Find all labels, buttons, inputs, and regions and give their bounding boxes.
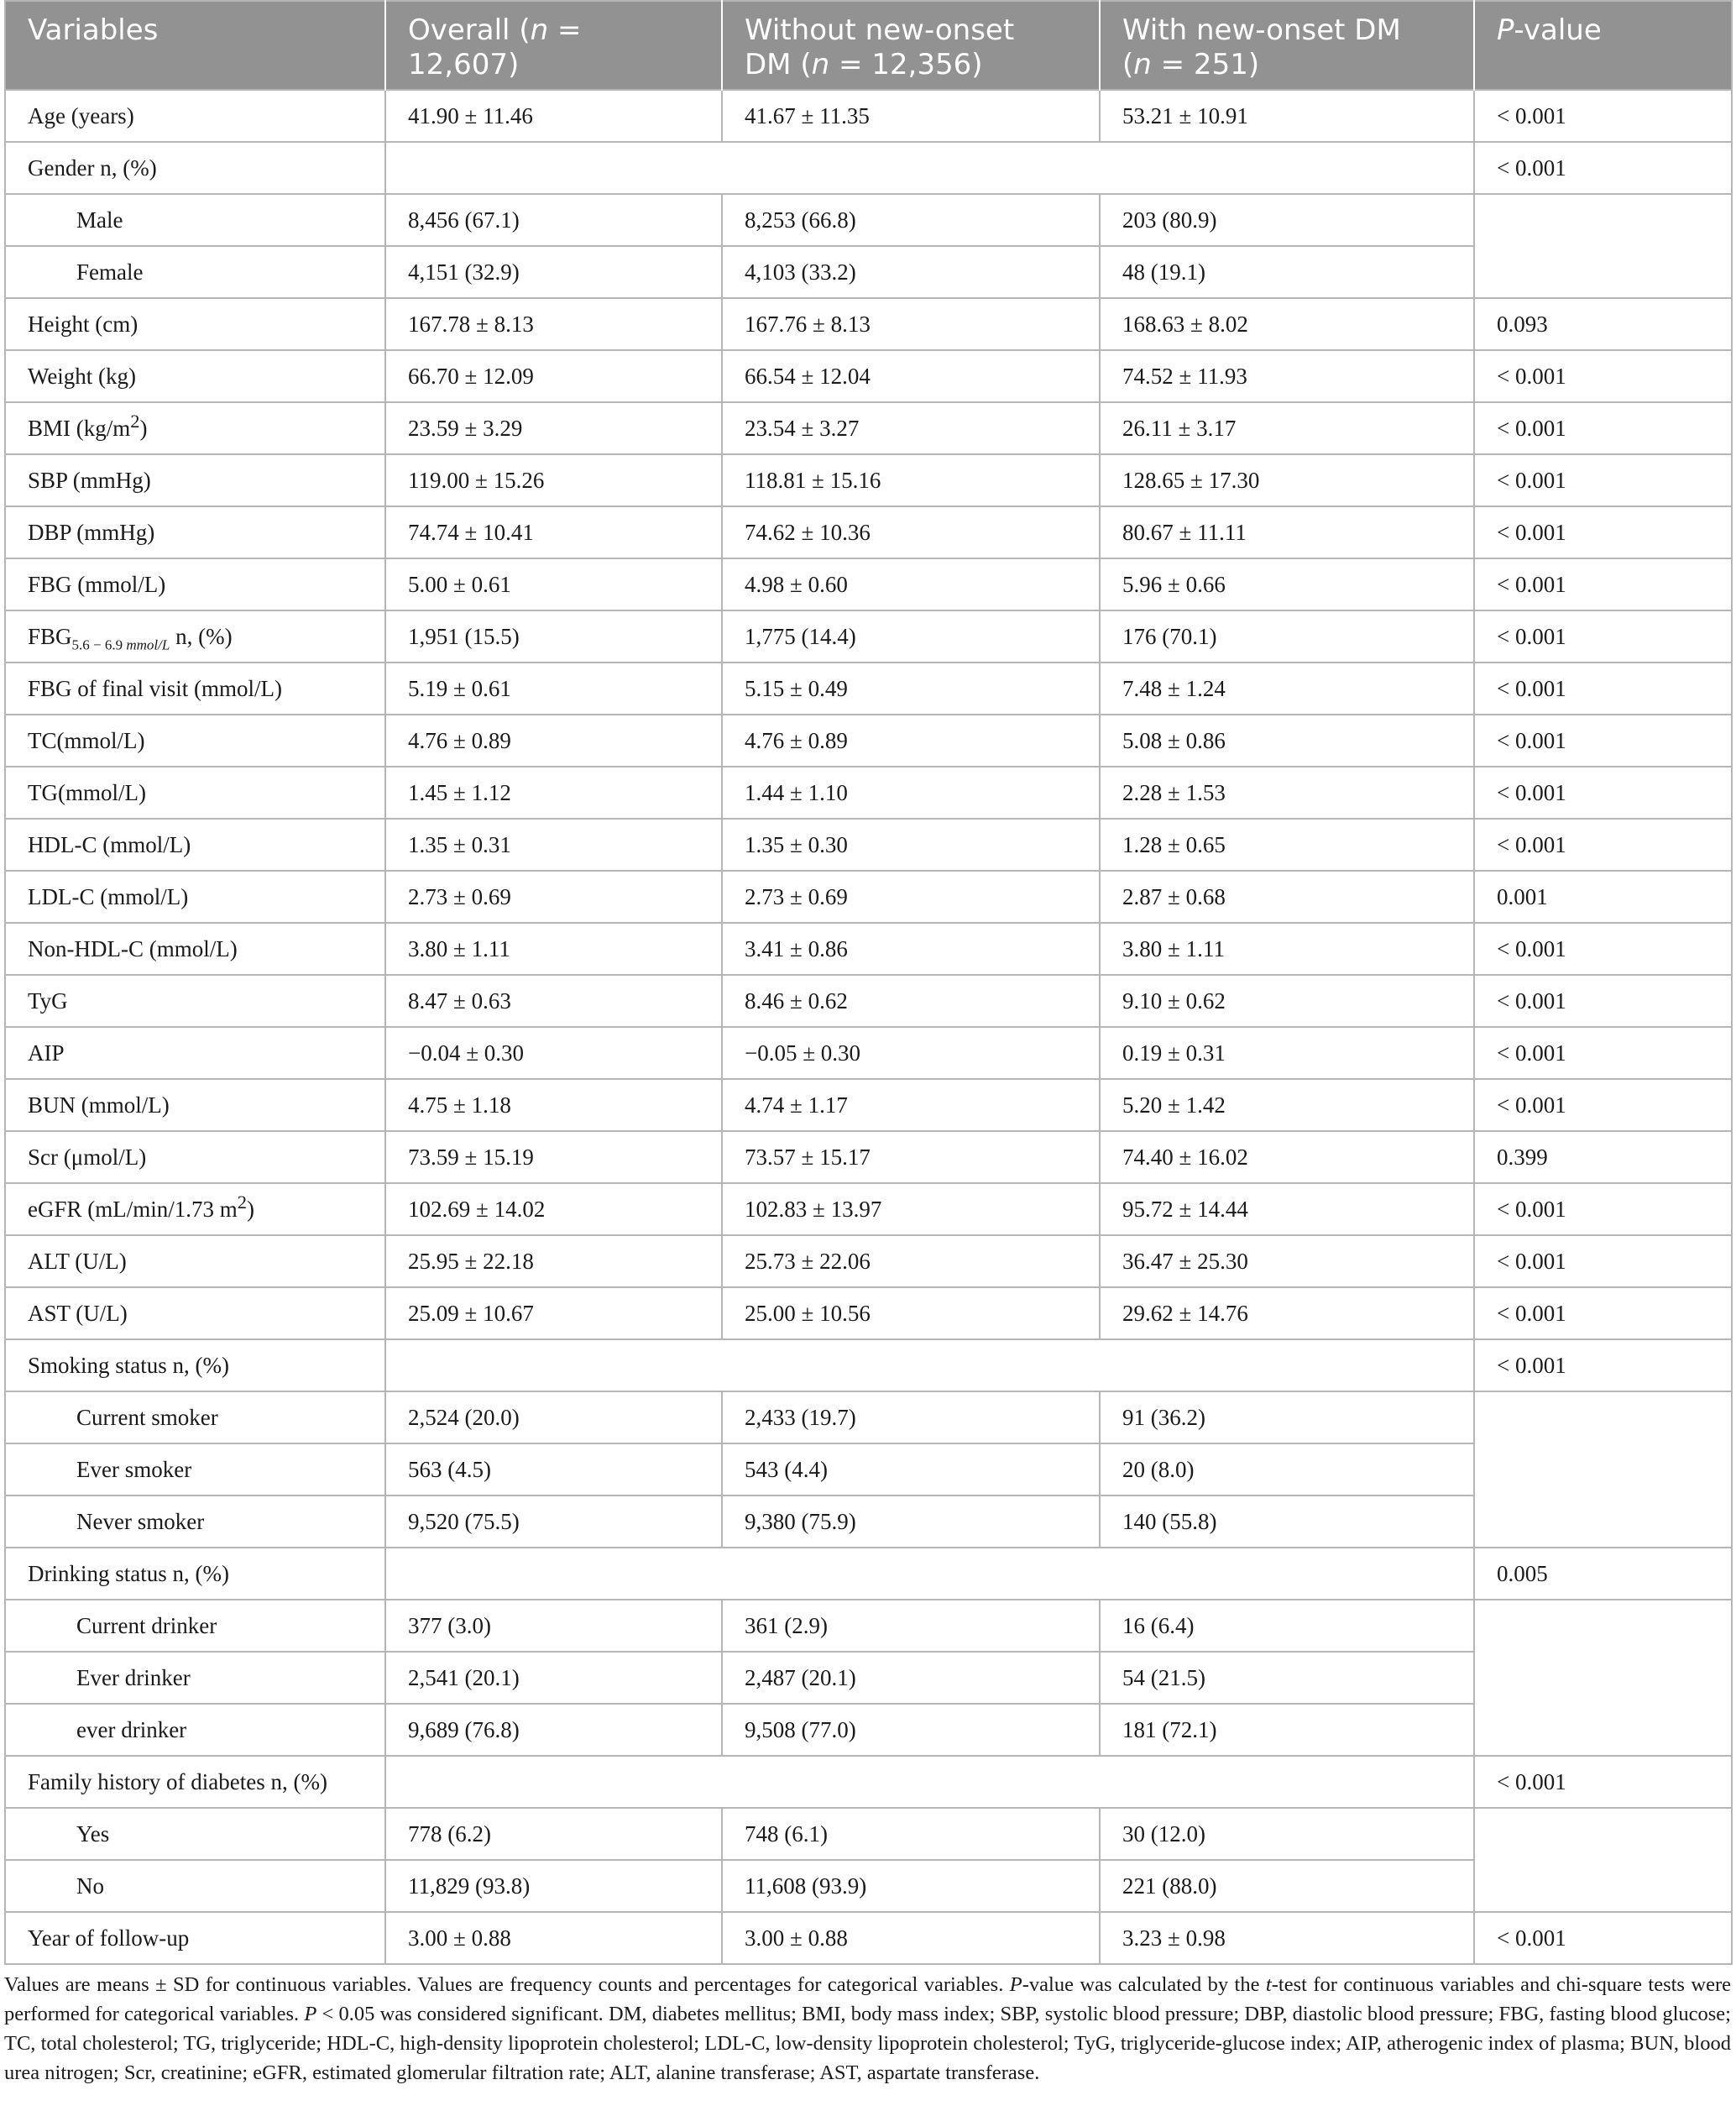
row-label: Year of follow-up: [5, 1912, 385, 1964]
cell-p-value: < 0.001: [1474, 1235, 1732, 1287]
cell-with: 181 (72.1): [1100, 1704, 1474, 1756]
header-row: [5, 1, 1732, 90]
cell-without: 2,433 (19.7): [722, 1391, 1100, 1443]
cell-without: 8,253 (66.8): [722, 194, 1100, 246]
cell-overall: 25.09 ± 10.67: [385, 1287, 722, 1339]
table-row: [5, 1808, 1732, 1860]
cell-p-value: [1474, 1808, 1732, 1912]
cell-without: 4,103 (33.2): [722, 246, 1100, 298]
cell-without: 748 (6.1): [722, 1808, 1100, 1860]
cell-p-value: 0.399: [1474, 1131, 1732, 1183]
header-p-value: P-value: [1474, 1, 1732, 90]
table-row: [5, 1131, 1732, 1183]
row-label: Gender n, (%): [5, 142, 385, 194]
cell-overall: 1.35 ± 0.31: [385, 819, 722, 871]
cell-without: 11,608 (93.9): [722, 1860, 1100, 1912]
cell-overall: 2,524 (20.0): [385, 1391, 722, 1443]
table-row: [5, 663, 1732, 715]
table-row: [5, 1548, 1732, 1600]
cell-with: 7.48 ± 1.24: [1100, 663, 1474, 715]
table-row: [5, 1443, 1732, 1496]
row-label: SBP (mmHg): [5, 454, 385, 506]
table-row: [5, 715, 1732, 767]
cell-overall: 73.59 ± 15.19: [385, 1131, 722, 1183]
cell-without: 118.81 ± 15.16: [722, 454, 1100, 506]
cell-overall: 4.75 ± 1.18: [385, 1079, 722, 1131]
cell-overall: 66.70 ± 12.09: [385, 350, 722, 402]
table-row: [5, 1496, 1732, 1548]
cell-overall: 4,151 (32.9): [385, 246, 722, 298]
row-label: Scr (μmol/L): [5, 1131, 385, 1183]
cell-without: 41.67 ± 11.35: [722, 90, 1100, 142]
cell-with: 29.62 ± 14.76: [1100, 1287, 1474, 1339]
table-row: [5, 142, 1732, 194]
cell-overall: 119.00 ± 15.26: [385, 454, 722, 506]
baseline-characteristics-table: [4, 0, 1733, 1965]
cell-with: 80.67 ± 11.11: [1100, 506, 1474, 558]
cell-p-value: [1474, 1600, 1732, 1756]
cell-overall: 41.90 ± 11.46: [385, 90, 722, 142]
table-row: [5, 350, 1732, 402]
row-label: Smoking status n, (%): [5, 1339, 385, 1391]
cell-without: 23.54 ± 3.27: [722, 402, 1100, 454]
row-label: Female: [5, 246, 385, 298]
table-row: [5, 871, 1732, 923]
cell-p-value: < 0.001: [1474, 663, 1732, 715]
table-footnote: Values are means ± SD for continuous variables. Values are frequency counts and percentages for categorical variables. P-value was calculated by the t-test for continuous variables and chi-square tests were performed for categorical variables. P < 0.05 was considered significant. DM, diabetes mellitus; BMI, body mass index; SBP, systolic blood pressure; DBP, diastolic blood pressure; FBG, fasting blood glucose; TC, total cholesterol; TG, triglyceride; HDL-C, high-density lipoprotein cholesterol; LDL-C, low-density lipoprotein cholesterol; TyG, triglyceride-glucose index; AIP, atherogenic index of plasma; BUN, blood urea nitrogen; Scr, creatinine; eGFR, estimated glomerular filtration rate; ALT, alanine transferase; AST, aspartate transferase.: [4, 1973, 1731, 2084]
cell-p-value: 0.005: [1474, 1548, 1732, 1600]
cell-overall: 2,541 (20.1): [385, 1652, 722, 1704]
cell-without: 73.57 ± 15.17: [722, 1131, 1100, 1183]
baseline-table-container: [4, 0, 1731, 1965]
header-with-dm: With new-onset DM (n = 251): [1100, 1, 1474, 90]
cell-without: 2,487 (20.1): [722, 1652, 1100, 1704]
cell-p-value: < 0.001: [1474, 1183, 1732, 1235]
cell-p-value: < 0.001: [1474, 1339, 1732, 1391]
row-label: HDL-C (mmol/L): [5, 819, 385, 871]
cell-overall: 25.95 ± 22.18: [385, 1235, 722, 1287]
cell-overall: 8.47 ± 0.63: [385, 975, 722, 1027]
table-row: [5, 975, 1732, 1027]
cell-p-value: < 0.001: [1474, 1027, 1732, 1079]
cell-with: 9.10 ± 0.62: [1100, 975, 1474, 1027]
row-label: Drinking status n, (%): [5, 1548, 385, 1600]
cell-overall: 4.76 ± 0.89: [385, 715, 722, 767]
table-row: [5, 819, 1732, 871]
row-label: Male: [5, 194, 385, 246]
row-label: Never smoker: [5, 1496, 385, 1548]
table-row: [5, 1756, 1732, 1808]
table-row: [5, 1235, 1732, 1287]
cell-with: 16 (6.4): [1100, 1600, 1474, 1652]
cell-overall: 74.74 ± 10.41: [385, 506, 722, 558]
cell-with: 26.11 ± 3.17: [1100, 402, 1474, 454]
cell-p-value: < 0.001: [1474, 142, 1732, 194]
cell-overall: 2.73 ± 0.69: [385, 871, 722, 923]
cell-with: 140 (55.8): [1100, 1496, 1474, 1548]
cell-p-value: < 0.001: [1474, 1079, 1732, 1131]
table-row: [5, 1704, 1732, 1756]
cell-without: 1,775 (14.4): [722, 610, 1100, 663]
row-label: Family history of diabetes n, (%): [5, 1756, 385, 1808]
cell-p-value: < 0.001: [1474, 1912, 1732, 1964]
cell-with: 5.20 ± 1.42: [1100, 1079, 1474, 1131]
table-row: [5, 454, 1732, 506]
row-label: No: [5, 1860, 385, 1912]
row-label: BUN (mmol/L): [5, 1079, 385, 1131]
cell-overall: −0.04 ± 0.30: [385, 1027, 722, 1079]
table-row: [5, 1339, 1732, 1391]
cell-p-value: < 0.001: [1474, 454, 1732, 506]
row-label: AIP: [5, 1027, 385, 1079]
cell-without: 25.00 ± 10.56: [722, 1287, 1100, 1339]
cell-without: 5.15 ± 0.49: [722, 663, 1100, 715]
cell-overall: 23.59 ± 3.29: [385, 402, 722, 454]
cell-p-value: 0.001: [1474, 871, 1732, 923]
cell-without: 74.62 ± 10.36: [722, 506, 1100, 558]
cell-p-value: < 0.001: [1474, 1756, 1732, 1808]
group-empty-cell: [385, 1339, 1474, 1391]
cell-overall: 377 (3.0): [385, 1600, 722, 1652]
cell-with: 36.47 ± 25.30: [1100, 1235, 1474, 1287]
cell-without: 1.44 ± 1.10: [722, 767, 1100, 819]
row-label: DBP (mmHg): [5, 506, 385, 558]
cell-with: 168.63 ± 8.02: [1100, 298, 1474, 350]
row-label: ever drinker: [5, 1704, 385, 1756]
table-row: [5, 1652, 1732, 1704]
cell-with: 128.65 ± 17.30: [1100, 454, 1474, 506]
table-row: [5, 1079, 1732, 1131]
cell-overall: 5.00 ± 0.61: [385, 558, 722, 610]
row-label: TG(mmol/L): [5, 767, 385, 819]
cell-with: 30 (12.0): [1100, 1808, 1474, 1860]
table-row: [5, 610, 1732, 663]
cell-without: 8.46 ± 0.62: [722, 975, 1100, 1027]
cell-p-value: < 0.001: [1474, 558, 1732, 610]
cell-with: 221 (88.0): [1100, 1860, 1474, 1912]
table-row: [5, 1860, 1732, 1912]
cell-overall: 9,520 (75.5): [385, 1496, 722, 1548]
cell-without: 167.76 ± 8.13: [722, 298, 1100, 350]
cell-without: 25.73 ± 22.06: [722, 1235, 1100, 1287]
table-row: [5, 923, 1732, 975]
cell-with: 5.08 ± 0.86: [1100, 715, 1474, 767]
cell-overall: 9,689 (76.8): [385, 1704, 722, 1756]
cell-overall: 1.45 ± 1.12: [385, 767, 722, 819]
cell-without: 1.35 ± 0.30: [722, 819, 1100, 871]
cell-p-value: < 0.001: [1474, 767, 1732, 819]
table-row: [5, 1287, 1732, 1339]
cell-without: 9,380 (75.9): [722, 1496, 1100, 1548]
table-row: [5, 298, 1732, 350]
cell-with: 3.23 ± 0.98: [1100, 1912, 1474, 1964]
row-label: Ever drinker: [5, 1652, 385, 1704]
cell-with: 48 (19.1): [1100, 246, 1474, 298]
table-body: [5, 90, 1732, 1964]
row-label: FBG (mmol/L): [5, 558, 385, 610]
cell-without: 2.73 ± 0.69: [722, 871, 1100, 923]
header-overall: Overall (n = 12,607): [385, 1, 722, 90]
cell-p-value: < 0.001: [1474, 819, 1732, 871]
cell-p-value: < 0.001: [1474, 923, 1732, 975]
cell-without: 543 (4.4): [722, 1443, 1100, 1496]
cell-overall: 167.78 ± 8.13: [385, 298, 722, 350]
cell-without: 3.00 ± 0.88: [722, 1912, 1100, 1964]
row-label: $FBG_{5.6 - 6.9 mmol/L}$ n, (%): [5, 610, 385, 663]
cell-overall: 11,829 (93.8): [385, 1860, 722, 1912]
row-label: FBG of final visit (mmol/L): [5, 663, 385, 715]
group-empty-cell: [385, 142, 1474, 194]
cell-p-value: < 0.001: [1474, 610, 1732, 663]
header-variables: Variables: [5, 1, 385, 90]
table-row: [5, 194, 1732, 246]
cell-without: 9,508 (77.0): [722, 1704, 1100, 1756]
cell-overall: 3.80 ± 1.11: [385, 923, 722, 975]
row-label: Age (years): [5, 90, 385, 142]
cell-overall: 5.19 ± 0.61: [385, 663, 722, 715]
cell-without: 4.98 ± 0.60: [722, 558, 1100, 610]
row-label: eGFR (mL/min/1.73 $m^2$): [5, 1183, 385, 1235]
cell-without: 4.76 ± 0.89: [722, 715, 1100, 767]
cell-without: 3.41 ± 0.86: [722, 923, 1100, 975]
row-label: Height (cm): [5, 298, 385, 350]
cell-overall: 8,456 (67.1): [385, 194, 722, 246]
cell-without: 361 (2.9): [722, 1600, 1100, 1652]
cell-with: 5.96 ± 0.66: [1100, 558, 1474, 610]
table-row: [5, 402, 1732, 454]
row-label: Current drinker: [5, 1600, 385, 1652]
table-row: [5, 1183, 1732, 1235]
cell-overall: 1,951 (15.5): [385, 610, 722, 663]
cell-with: 74.40 ± 16.02: [1100, 1131, 1474, 1183]
row-label: Current smoker: [5, 1391, 385, 1443]
cell-p-value: < 0.001: [1474, 506, 1732, 558]
group-empty-cell: [385, 1756, 1474, 1808]
cell-p-value: < 0.001: [1474, 350, 1732, 402]
cell-with: 176 (70.1): [1100, 610, 1474, 663]
cell-overall: 3.00 ± 0.88: [385, 1912, 722, 1964]
row-label: BMI $(kg/m^2)$: [5, 402, 385, 454]
cell-without: 4.74 ± 1.17: [722, 1079, 1100, 1131]
table-row: [5, 1391, 1732, 1443]
cell-with: 1.28 ± 0.65: [1100, 819, 1474, 871]
cell-p-value: [1474, 1391, 1732, 1548]
table-row: [5, 1600, 1732, 1652]
row-label: AST (U/L): [5, 1287, 385, 1339]
table-row: [5, 558, 1732, 610]
cell-with: 203 (80.9): [1100, 194, 1474, 246]
cell-with: 0.19 ± 0.31: [1100, 1027, 1474, 1079]
cell-with: 20 (8.0): [1100, 1443, 1474, 1496]
row-label: ALT (U/L): [5, 1235, 385, 1287]
cell-p-value: < 0.001: [1474, 402, 1732, 454]
row-label: TC(mmol/L): [5, 715, 385, 767]
cell-without: −0.05 ± 0.30: [722, 1027, 1100, 1079]
cell-without: 102.83 ± 13.97: [722, 1183, 1100, 1235]
cell-p-value: 0.093: [1474, 298, 1732, 350]
cell-with: 53.21 ± 10.91: [1100, 90, 1474, 142]
group-empty-cell: [385, 1548, 1474, 1600]
cell-with: 2.87 ± 0.68: [1100, 871, 1474, 923]
cell-with: 3.80 ± 1.11: [1100, 923, 1474, 975]
row-label: Ever smoker: [5, 1443, 385, 1496]
cell-overall: 563 (4.5): [385, 1443, 722, 1496]
cell-without: 66.54 ± 12.04: [722, 350, 1100, 402]
row-label: TyG: [5, 975, 385, 1027]
cell-p-value: [1474, 194, 1732, 298]
row-label: LDL-C (mmol/L): [5, 871, 385, 923]
cell-with: 54 (21.5): [1100, 1652, 1474, 1704]
cell-with: 74.52 ± 11.93: [1100, 350, 1474, 402]
cell-with: 95.72 ± 14.44: [1100, 1183, 1474, 1235]
table-row: [5, 246, 1732, 298]
cell-p-value: < 0.001: [1474, 90, 1732, 142]
cell-p-value: < 0.001: [1474, 715, 1732, 767]
cell-p-value: < 0.001: [1474, 1287, 1732, 1339]
cell-with: 2.28 ± 1.53: [1100, 767, 1474, 819]
table-row: [5, 767, 1732, 819]
table-row: [5, 506, 1732, 558]
row-label: Weight (kg): [5, 350, 385, 402]
cell-overall: 778 (6.2): [385, 1808, 722, 1860]
table-row: [5, 1027, 1732, 1079]
row-label: Yes: [5, 1808, 385, 1860]
cell-p-value: < 0.001: [1474, 975, 1732, 1027]
row-label: Non-HDL-C (mmol/L): [5, 923, 385, 975]
header-without-dm: Without new-onset DM (n = 12,356): [722, 1, 1100, 90]
table-row: [5, 90, 1732, 142]
table-row: [5, 1912, 1732, 1964]
cell-overall: 102.69 ± 14.02: [385, 1183, 722, 1235]
cell-with: 91 (36.2): [1100, 1391, 1474, 1443]
